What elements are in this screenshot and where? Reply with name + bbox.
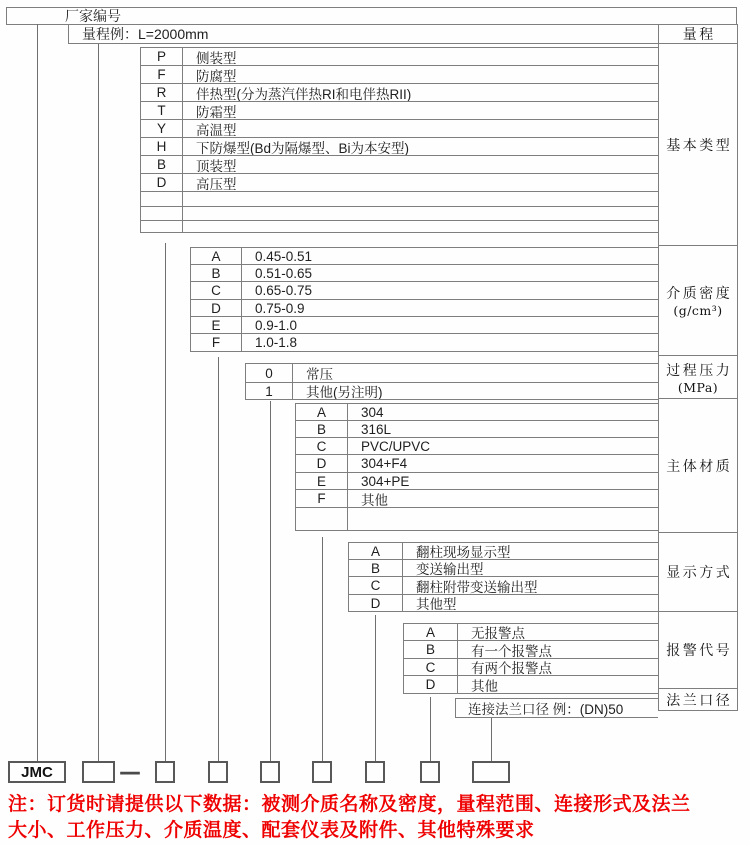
code-box	[82, 761, 115, 783]
desc-cell: 防霜型	[183, 101, 658, 120]
category-label-text: 介质密度	[666, 286, 733, 302]
section-display-mode	[348, 542, 658, 612]
order-note	[8, 792, 748, 844]
section-pressure	[245, 363, 658, 400]
code-cell	[295, 507, 348, 531]
code-cell: C	[190, 281, 242, 300]
code-cell: F	[295, 489, 348, 508]
code-cell: A	[190, 247, 242, 265]
connector-line	[322, 537, 323, 761]
code-cell: D	[295, 454, 348, 473]
category-label-text: (g/cm³)	[673, 303, 723, 318]
code-box	[365, 761, 385, 783]
code-cell: Y	[140, 119, 183, 138]
desc-cell: 其他型	[403, 594, 658, 612]
desc-cell: 有两个报警点	[458, 658, 658, 676]
code-cell: D	[403, 675, 458, 694]
category-label	[658, 43, 738, 246]
desc-cell: 0.75-0.9	[242, 299, 658, 317]
code-cell: B	[403, 640, 458, 659]
code-cell	[140, 191, 183, 207]
flange-size-label: 连接法兰口径 例：(DN)50	[468, 702, 624, 717]
connector-line	[98, 44, 99, 761]
desc-cell: 常压	[293, 363, 658, 383]
table-row	[295, 489, 658, 508]
code-cell: 0	[245, 363, 293, 383]
desc-cell: 高压型	[183, 173, 658, 192]
desc-cell: 304+PE	[348, 472, 658, 490]
code-box	[312, 761, 332, 783]
desc-cell: 316L	[348, 420, 658, 438]
desc-cell: 无报警点	[458, 623, 658, 641]
table-row	[295, 403, 658, 421]
desc-cell: 翻柱现场显示型	[403, 542, 658, 560]
section-density	[190, 247, 658, 352]
code-box	[260, 761, 280, 783]
desc-cell: 其他	[458, 675, 658, 694]
desc-cell: 0.9-1.0	[242, 316, 658, 334]
order-note-line: 大小、工作压力、介质温度、配套仪表及附件、其他特殊要求	[8, 820, 535, 841]
desc-cell: 0.65-0.75	[242, 281, 658, 300]
table-row	[140, 191, 658, 207]
code-cell: E	[190, 316, 242, 334]
table-row	[190, 316, 658, 334]
connector-line	[491, 718, 492, 761]
table-row	[348, 559, 658, 577]
code-cell: H	[140, 137, 183, 156]
desc-cell: 其他	[348, 489, 658, 508]
table-row	[190, 264, 658, 282]
category-label	[658, 24, 738, 44]
section-basic-type	[140, 47, 658, 233]
code-cell: C	[403, 658, 458, 676]
desc-cell	[348, 507, 658, 531]
table-row	[403, 640, 658, 659]
code-cell: 1	[245, 382, 293, 400]
table-row	[295, 454, 658, 473]
code-cell: F	[140, 65, 183, 84]
code-cell: D	[348, 594, 403, 612]
code-cell: T	[140, 101, 183, 120]
category-label	[658, 688, 738, 711]
category-label-text: 报警代号	[666, 643, 733, 659]
table-row	[190, 247, 658, 265]
desc-cell: 翻柱附带变送输出型	[403, 576, 658, 595]
category-label	[658, 245, 738, 356]
table-row	[140, 83, 658, 102]
code-cell: A	[295, 403, 348, 421]
code-cell: B	[190, 264, 242, 282]
table-row	[295, 507, 658, 531]
code-box	[155, 761, 175, 783]
connector-line	[165, 243, 166, 761]
table-row	[140, 206, 658, 221]
code-cell: B	[348, 559, 403, 577]
code-cell: A	[403, 623, 458, 641]
table-row	[295, 420, 658, 438]
desc-cell: 下防爆型(Bd为隔爆型、Bi为本安型)	[183, 137, 658, 156]
category-label-text: 基本类型	[666, 137, 733, 154]
category-label	[658, 398, 738, 533]
desc-cell: 304+F4	[348, 454, 658, 473]
table-row	[190, 299, 658, 317]
connector-line	[375, 615, 376, 761]
table-row	[245, 382, 658, 400]
code-cell: P	[140, 47, 183, 66]
section-material	[295, 403, 658, 531]
table-row	[403, 658, 658, 676]
category-label-text: 过程压力	[666, 362, 733, 379]
table-row	[140, 101, 658, 120]
connector-line	[430, 697, 431, 761]
desc-cell: 有一个报警点	[458, 640, 658, 659]
code-box	[208, 761, 228, 783]
desc-cell: 304	[348, 403, 658, 421]
desc-cell: 顶装型	[183, 155, 658, 174]
category-label	[658, 355, 738, 399]
desc-cell: PVC/UPVC	[348, 437, 658, 455]
table-row	[140, 173, 658, 192]
desc-cell: 伴热型(分为蒸汽伴热RI和电伴热RII)	[183, 83, 658, 102]
code-cell: C	[348, 576, 403, 595]
desc-cell: 0.45-0.51	[242, 247, 658, 265]
table-row	[295, 437, 658, 455]
code-cell: C	[295, 437, 348, 455]
category-label-text: 主体材质	[666, 458, 733, 475]
connector-line	[218, 357, 219, 761]
order-note-line: 注：订货时请提供以下数据：被测介质名称及密度，量程范围、连接形式及法兰	[8, 794, 691, 815]
desc-cell	[183, 206, 658, 221]
code-cell	[140, 206, 183, 221]
table-row	[190, 333, 658, 352]
desc-cell: 变送输出型	[403, 559, 658, 577]
table-row	[348, 576, 658, 595]
section-alarm-code	[403, 623, 658, 694]
flange-size-row	[455, 698, 658, 718]
table-row	[140, 137, 658, 156]
desc-cell: 防腐型	[183, 65, 658, 84]
table-row	[140, 220, 658, 233]
code-cell: A	[348, 542, 403, 560]
desc-cell	[183, 220, 658, 233]
table-row	[245, 363, 658, 383]
code-cell: D	[140, 173, 183, 192]
code-cell: E	[295, 472, 348, 490]
code-box	[472, 761, 510, 783]
code-cell	[140, 220, 183, 233]
connector-line	[37, 24, 38, 761]
separator-dash: —	[119, 760, 141, 785]
range-example-label: 量程例：L=2000mm	[82, 26, 209, 42]
table-row	[140, 47, 658, 66]
table-row	[140, 119, 658, 138]
table-row	[403, 675, 658, 694]
range-row	[68, 24, 658, 44]
category-label	[658, 611, 738, 689]
category-label-text: 显示方式	[666, 565, 733, 581]
category-label-text: 法兰口径	[666, 692, 733, 709]
model-prefix-box: JMC	[8, 761, 66, 783]
table-row	[403, 623, 658, 641]
desc-cell	[183, 191, 658, 207]
desc-cell: 1.0-1.8	[242, 333, 658, 352]
category-label-column	[658, 24, 738, 711]
table-row	[140, 65, 658, 84]
code-cell: B	[140, 155, 183, 174]
table-row	[190, 281, 658, 300]
code-cell: B	[295, 420, 348, 438]
table-row	[348, 542, 658, 560]
category-label	[658, 532, 738, 612]
desc-cell: 侧装型	[183, 47, 658, 66]
code-cell: F	[190, 333, 242, 352]
code-box	[420, 761, 440, 783]
desc-cell: 高温型	[183, 119, 658, 138]
table-row	[140, 155, 658, 174]
category-label-text: (MPa)	[677, 379, 719, 395]
desc-cell: 其他(另注明)	[293, 382, 658, 400]
table-row	[348, 594, 658, 612]
code-cell: R	[140, 83, 183, 102]
desc-cell: 0.51-0.65	[242, 264, 658, 282]
code-cell: D	[190, 299, 242, 317]
factory-number-row	[6, 7, 737, 25]
connector-line	[270, 401, 271, 761]
factory-number-label: 厂家编号	[65, 8, 121, 24]
category-label-text: 量程	[682, 27, 716, 43]
table-row	[295, 472, 658, 490]
